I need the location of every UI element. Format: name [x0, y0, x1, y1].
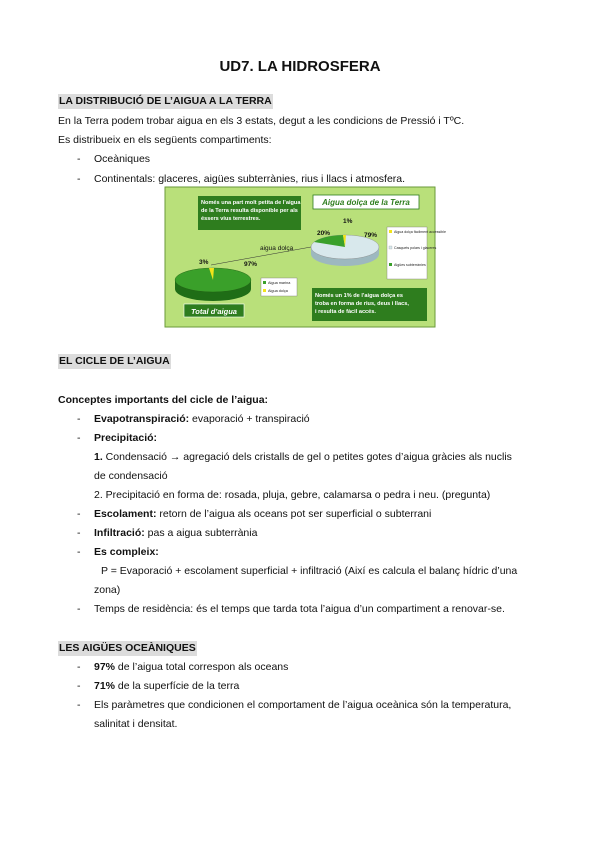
note-top-text: Només una part molt petita de l’aigua de la Terra resulta disponible per als éssers vius terrestres. [201, 200, 301, 222]
pct-1-label: 1% [343, 218, 353, 225]
ocean-fact-1: de l’aigua total correspon als oceans [115, 661, 289, 673]
bullet-dash: - [77, 508, 81, 520]
legend-fresh-accessible: Aigua dolça fàcilment accessible [394, 230, 446, 234]
section-heading-distribution: LA DISTRIBUCIÓ DE L’AIGUA A LA TERRA [59, 95, 272, 107]
def-runoff: retorn de l’aigua als oceans pot ser superficial o subterrani [156, 508, 432, 520]
paragraph-compartments: Es distribueix en els següents compartiments: [58, 134, 272, 146]
bullet-dash: - [77, 603, 81, 615]
legend-swatch-groundwater [389, 263, 392, 266]
section-heading-oceanic: LES AIGÜES OCEÀNIQUES [59, 642, 196, 654]
legend-swatch-fresh [263, 289, 266, 292]
bullet-dash: - [77, 546, 81, 558]
list-item-text: Continentals: glaceres, aigües subterrànies, rius i llacs i atmosfera. [94, 173, 406, 185]
bullet-dash: - [77, 680, 81, 692]
water-distribution-figure [165, 187, 446, 327]
term-infiltration: Infiltració: [94, 527, 145, 539]
residence-time-text: Temps de residència: és el temps que tarda tota l’aigua d’un compartiment a renovar-se. [94, 603, 505, 615]
precipitation-point-1 [94, 450, 512, 464]
fresh-water-title: Aigua dolça de la Terra [322, 198, 410, 207]
bullet-dash: - [77, 661, 81, 673]
water-balance-formula: P = Evaporació + escolament superficial + infiltració (Així es calcula el balanç hídric d’una [101, 565, 518, 577]
point-1-number: 1. [94, 451, 103, 463]
bullet-dash: - [77, 173, 81, 185]
list-item-text: Oceàniques [94, 153, 151, 165]
legend-total-sea: Aigua marina [268, 281, 291, 285]
legend-swatch-ice [389, 246, 392, 249]
legend-fresh-ice: Casquets polars i glaceres [394, 246, 437, 250]
pct-20-label: 20% [317, 230, 331, 237]
point-1-text: Condensació → agregació dels cristalls de gel o petites gotes d’aigua gràcies als nuclis [102, 451, 512, 463]
ocean-parameters-text: Els paràmetres que condicionen el comportament de l’aigua oceànica són la temperatura, [94, 699, 512, 711]
bullet-dash: - [77, 432, 81, 444]
ocean-fact-2: de la superfície de la terra [115, 680, 240, 692]
legend-total-fresh: Aigua dolça [268, 289, 288, 293]
precipitation-point-2: 2. Precipitació en forma de: rosada, pluja, gebre, calamarsa o pedra i neu. (pregunta) [94, 489, 491, 501]
paragraph-states: En la Terra podem trobar aigua en els 3 estats, degut a les condicions de Pressió i TºC. [58, 115, 465, 127]
section-heading-cycle: EL CICLE DE L’AIGUA [59, 355, 170, 367]
def-infiltration: pas a aigua subterrània [144, 527, 258, 539]
def-evapotranspiration: evaporació + transpiració [189, 413, 310, 425]
term-precipitation: Precipitació: [94, 432, 158, 444]
water-balance-formula-cont: zona) [94, 584, 121, 596]
note-bottom-text: Només un 1% de l’aigua dolça es troba en forma de rius, deus i llacs, i resulta de fàcil accés. [315, 293, 409, 315]
pct-71-surface: 71% [94, 680, 116, 692]
pct-3-label: 3% [199, 259, 209, 266]
pct-97-label: 97% [244, 261, 258, 268]
concepts-subheading: Conceptes importants del cicle de l’aigua: [58, 394, 269, 406]
page-title: UD7. LA HIDROSFERA [219, 58, 381, 75]
bullet-dash: - [77, 413, 81, 425]
term-holds: Es compleix: [94, 546, 159, 558]
ocean-parameters-text-cont: salinitat i densitat. [94, 718, 178, 730]
term-evapotranspiration: Evapotranspiració: [94, 413, 190, 425]
legend-swatch-sea [263, 281, 266, 284]
precipitation-point-1-cont: de condensació [94, 470, 168, 482]
fresh-water-label: aigua dolça [260, 245, 294, 252]
bullet-dash: - [77, 527, 81, 539]
bullet-dash: - [77, 153, 81, 165]
pct-97-ocean: 97% [94, 661, 116, 673]
fresh-legend-box [387, 227, 427, 279]
pct-79-label: 79% [364, 232, 378, 239]
total-water-title: Total d’aigua [191, 307, 237, 316]
legend-swatch-accessible [389, 230, 392, 233]
bullet-dash: - [77, 699, 81, 711]
legend-fresh-groundwater: Aigües subterrànies [394, 263, 426, 267]
term-runoff: Escolament: [94, 508, 157, 520]
